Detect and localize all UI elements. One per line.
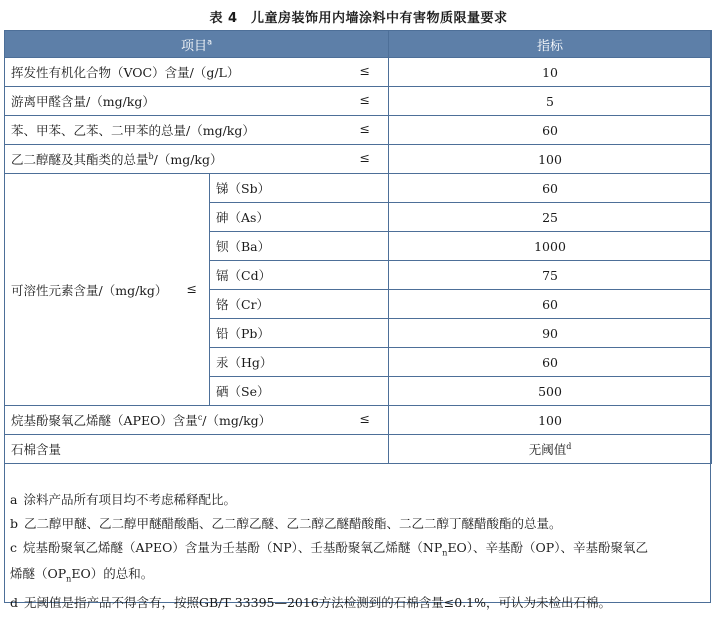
soluble-label: 可溶性元素含量/（mg/kg） ≤ [5,174,210,406]
element-value: 60 [389,290,712,319]
row-label: 石棉含量 [5,435,389,464]
footnote-a: a 涂料产品所有项目均不考虑稀释配比。 [10,492,236,507]
footnote-c: c 烷基酚聚氧乙烯醚（APEO）含量为壬基酚（NP）、壬基酚聚氧乙烯醚$(NP_nEO)$、辛基酚（OP）、辛基酚聚氧乙 烯醚$(OP_nEO)$的总和。 [10,540,648,583]
element-value: 25 [389,203,712,232]
element-name: 铬（Cr） [210,290,389,319]
element-name: 镉（Cd） [210,261,389,290]
row-value: 10 [389,58,712,87]
row-label: 烷基酚聚氧乙烯醚（APEO）含量$^c$/（mg/kg） ≤ [5,406,389,435]
row-label: 乙二醇醚及其酯类的总量$^b$/（mg/kg） ≤ [5,145,389,174]
row-label: 游离甲醛含量/（mg/kg） ≤ [5,87,389,116]
footnote-d: d 无阈值是指产品不得含有，按照GB/T 33395—2016方法检测到的石棉含量≤0.1%，可认为未检出石棉。 [10,595,612,610]
element-name: 钡（Ba） [210,232,389,261]
row-label: 挥发性有机化合物（VOC）含量/（g/L） ≤ [5,58,389,87]
element-name: 铅（Pb） [210,319,389,348]
element-value: 60 [389,348,712,377]
element-name: 硒（Se） [210,377,389,406]
row-value: 无阈值$^d$ [389,435,712,464]
element-value: 500 [389,377,712,406]
table-title: 表 4 儿童房装饰用内墙涂料中有害物质限量要求 [209,11,508,26]
element-name: 砷（As） [210,203,389,232]
footnotes [10,490,705,617]
element-value: 75 [389,261,712,290]
element-value: 1000 [389,232,712,261]
header-item: 项目$^a$ [5,31,389,58]
row-label: 苯、甲苯、乙苯、二甲苯的总量/（mg/kg） ≤ [5,116,389,145]
element-value: 90 [389,319,712,348]
element-name: 汞（Hg） [210,348,389,377]
row-value: 5 [389,87,712,116]
footnote-b: b 乙二醇甲醚、乙二醇甲醚醋酸酯、乙二醇乙醚、乙二醇乙醚醋酸酯、二乙二醇丁醚醋酸酯的总量。 [10,516,562,531]
row-value: 100 [389,145,712,174]
header-limit: 指标 [389,31,712,58]
element-name: 锑（Sb） [210,174,389,203]
row-value: 60 [389,116,712,145]
element-value: 60 [389,174,712,203]
row-value: 100 [389,406,712,435]
